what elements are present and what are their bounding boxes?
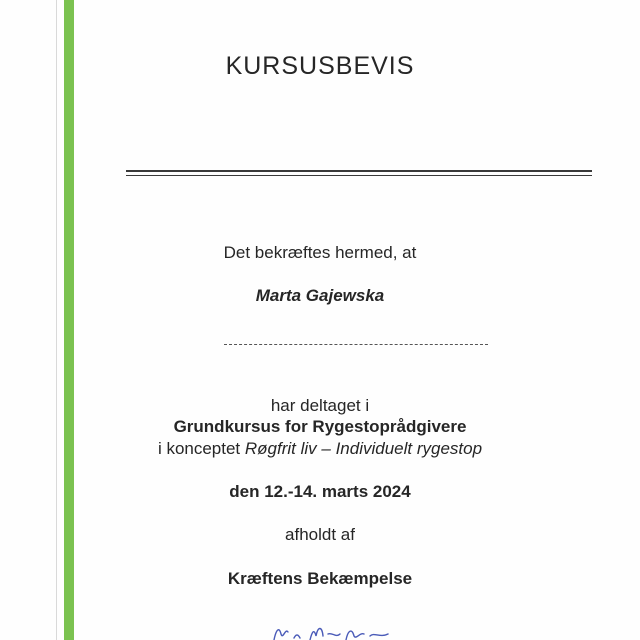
held-by-text: afholdt af	[285, 525, 355, 544]
concept-line	[0, 439, 640, 459]
course-dates: den 12.-14. marts 2024	[229, 482, 411, 501]
name-underline	[224, 344, 488, 345]
title-divider	[126, 170, 592, 176]
signature-image	[270, 622, 400, 640]
participated-text: har deltaget i	[270, 396, 370, 415]
confirm-text: Det bekræftes hermed, at	[223, 243, 417, 262]
concept-prefix: i konceptet	[157, 439, 245, 458]
recipient-name: Marta Gajewska	[255, 286, 385, 305]
concept-name: Røgfrit liv – Individuelt rygestop	[244, 439, 483, 458]
organizer-name: Kræftens Bekæmpelse	[227, 569, 413, 588]
certificate-title: KURSUSBEVIS	[225, 52, 415, 80]
course-name: Grundkursus for Rygestoprådgivere	[173, 417, 467, 436]
